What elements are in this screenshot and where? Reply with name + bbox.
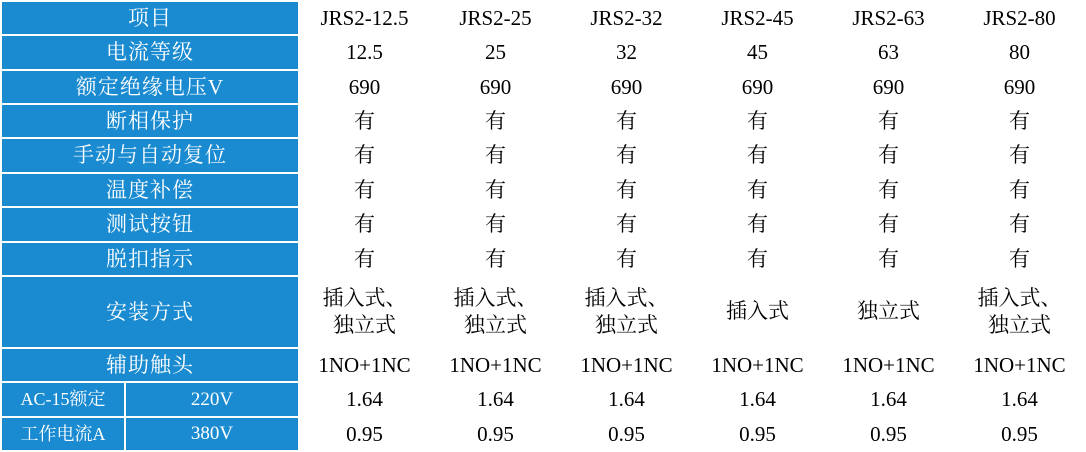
row-value: 690 xyxy=(561,70,692,104)
table-row xyxy=(1,138,1085,172)
row-value: 0.95 xyxy=(692,417,823,451)
table-row xyxy=(1,348,1085,382)
row-value: 12.5 xyxy=(299,35,430,69)
row-value: 690 xyxy=(430,70,561,104)
row-label: 电流等级 xyxy=(1,35,299,69)
table-row-install xyxy=(1,276,1085,348)
group-label-line2: 工作电流A xyxy=(1,417,125,451)
table-row xyxy=(1,70,1085,104)
row-value xyxy=(692,276,823,348)
row-value: 有 xyxy=(430,173,561,207)
header-model-cell: JRS2-45 xyxy=(692,1,823,35)
row-value: 有 xyxy=(692,242,823,276)
row-value: 有 xyxy=(430,207,561,241)
row-value: 有 xyxy=(561,242,692,276)
sub-row-label: 380V xyxy=(125,417,299,451)
row-value: 有 xyxy=(823,138,954,172)
table-row xyxy=(1,207,1085,241)
row-value: 80 xyxy=(954,35,1085,69)
row-value: 690 xyxy=(823,70,954,104)
row-value: 有 xyxy=(692,207,823,241)
table-row xyxy=(1,104,1085,138)
row-value: 有 xyxy=(561,104,692,138)
row-label: 脱扣指示 xyxy=(1,242,299,276)
table-row-ac15-220 xyxy=(1,382,1085,416)
row-value: 有 xyxy=(299,138,430,172)
row-value xyxy=(954,276,1085,348)
row-value: 1NO+1NC xyxy=(954,348,1085,382)
row-label: 手动与自动复位 xyxy=(1,138,299,172)
row-value: 有 xyxy=(954,138,1085,172)
row-value: 有 xyxy=(430,104,561,138)
row-value: 有 xyxy=(823,207,954,241)
row-label: 安装方式 xyxy=(1,276,299,348)
table-row xyxy=(1,173,1085,207)
table-row-ac15-380 xyxy=(1,417,1085,451)
row-value: 有 xyxy=(823,242,954,276)
value-line: 独立式 xyxy=(988,312,1051,337)
row-value: 有 xyxy=(823,104,954,138)
row-value: 有 xyxy=(430,138,561,172)
header-model-cell: JRS2-80 xyxy=(954,1,1085,35)
row-value: 1NO+1NC xyxy=(299,348,430,382)
value-line: 插入式、 xyxy=(584,285,669,310)
table-header-row xyxy=(1,1,1085,35)
row-value: 0.95 xyxy=(954,417,1085,451)
row-value xyxy=(430,276,561,348)
row-value: 1NO+1NC xyxy=(430,348,561,382)
row-value: 1.64 xyxy=(823,382,954,416)
row-value: 有 xyxy=(954,104,1085,138)
row-value: 1NO+1NC xyxy=(823,348,954,382)
row-value: 1.64 xyxy=(561,382,692,416)
row-value: 1NO+1NC xyxy=(561,348,692,382)
row-value xyxy=(561,276,692,348)
table-row xyxy=(1,242,1085,276)
value-line: 插入式、 xyxy=(453,285,538,310)
row-value: 有 xyxy=(299,104,430,138)
row-value: 1.64 xyxy=(954,382,1085,416)
row-value: 有 xyxy=(692,104,823,138)
table-row xyxy=(1,35,1085,69)
value-line: 独立式 xyxy=(595,312,658,337)
value-line: 独立式 xyxy=(857,299,920,324)
row-value: 32 xyxy=(561,35,692,69)
row-value: 25 xyxy=(430,35,561,69)
row-value: 690 xyxy=(692,70,823,104)
row-value: 1.64 xyxy=(299,382,430,416)
sub-row-label: 220V xyxy=(125,382,299,416)
value-line: 插入式、 xyxy=(977,285,1062,310)
row-value: 有 xyxy=(561,173,692,207)
row-value xyxy=(299,276,430,348)
header-label-cell: 项目 xyxy=(1,1,299,35)
header-model-cell: JRS2-63 xyxy=(823,1,954,35)
row-label: 额定绝缘电压V xyxy=(1,70,299,104)
row-value: 有 xyxy=(561,138,692,172)
row-label: 断相保护 xyxy=(1,104,299,138)
value-line: 独立式 xyxy=(464,312,527,337)
row-value: 有 xyxy=(430,242,561,276)
row-value: 0.95 xyxy=(299,417,430,451)
row-value: 有 xyxy=(954,173,1085,207)
row-value: 63 xyxy=(823,35,954,69)
row-value: 有 xyxy=(692,173,823,207)
row-value: 1.64 xyxy=(692,382,823,416)
row-value: 有 xyxy=(299,173,430,207)
header-model-cell: JRS2-25 xyxy=(430,1,561,35)
row-value: 690 xyxy=(299,70,430,104)
value-line: 插入式、 xyxy=(322,285,407,310)
row-value: 有 xyxy=(561,207,692,241)
row-value: 有 xyxy=(954,207,1085,241)
row-value: 1.64 xyxy=(430,382,561,416)
row-value: 有 xyxy=(692,138,823,172)
row-value xyxy=(823,276,954,348)
row-value: 有 xyxy=(954,242,1085,276)
row-value: 0.95 xyxy=(561,417,692,451)
row-value: 1NO+1NC xyxy=(692,348,823,382)
row-value: 0.95 xyxy=(430,417,561,451)
header-model-cell: JRS2-12.5 xyxy=(299,1,430,35)
row-value: 690 xyxy=(954,70,1085,104)
value-line: 独立式 xyxy=(333,312,396,337)
row-value: 有 xyxy=(823,173,954,207)
row-label: 测试按钮 xyxy=(1,207,299,241)
row-value: 有 xyxy=(299,242,430,276)
row-value: 45 xyxy=(692,35,823,69)
group-label-line1: AC-15额定 xyxy=(1,382,125,416)
row-value: 0.95 xyxy=(823,417,954,451)
header-model-cell: JRS2-32 xyxy=(561,1,692,35)
row-value: 有 xyxy=(299,207,430,241)
row-label: 温度补偿 xyxy=(1,173,299,207)
value-line: 插入式 xyxy=(726,299,789,324)
row-label: 辅助触头 xyxy=(1,348,299,382)
